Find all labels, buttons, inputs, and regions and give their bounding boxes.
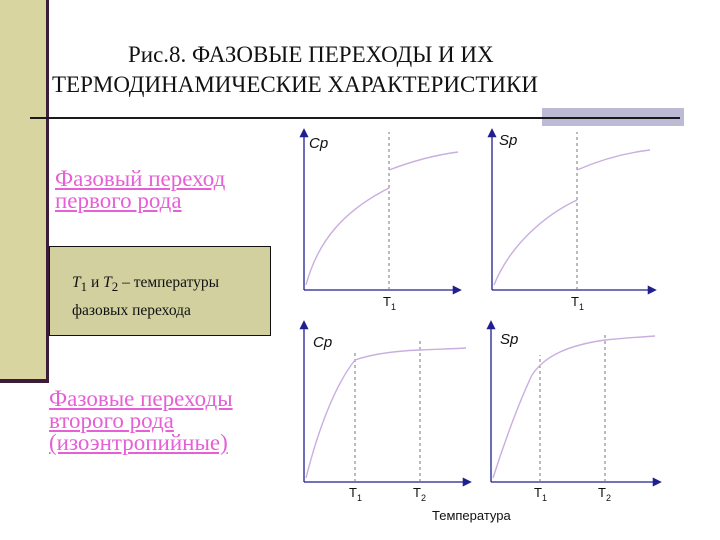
t1-symbol: T bbox=[72, 274, 81, 291]
plot-bottom-right bbox=[491, 322, 660, 503]
curve-after-t1 bbox=[389, 152, 458, 170]
curve-segment-3 bbox=[605, 336, 655, 340]
t1-label: $T_1$ bbox=[383, 294, 396, 312]
curve-segment-2 bbox=[532, 340, 605, 375]
curve-segment-1 bbox=[306, 360, 355, 478]
note-rest: – температуры bbox=[118, 274, 220, 291]
t1-label: $T_1$ bbox=[349, 485, 362, 503]
plot-bottom-left bbox=[304, 322, 470, 503]
t1-subscript: 1 bbox=[80, 279, 88, 295]
first-order-line-2: первого рода bbox=[55, 188, 182, 213]
t2-subscript: 2 bbox=[111, 279, 119, 295]
t1-label: $T_1$ bbox=[534, 485, 547, 503]
note-line-2: фазовых перехода bbox=[72, 302, 191, 320]
title-line-2: ТЕРМОДИНАМИЧЕСКИЕ ХАРАКТЕРИСТИКИ bbox=[52, 72, 538, 97]
title-line-1: Рис.8. ФАЗОВЫЕ ПЕРЕХОДЫ И ИХ bbox=[128, 42, 494, 67]
second-order-line-2: второго рода bbox=[49, 408, 174, 433]
curve-before-t1 bbox=[494, 200, 577, 285]
sp-label: Sp bbox=[499, 132, 518, 149]
note-and: и bbox=[87, 274, 104, 291]
cp-label: Cp bbox=[309, 135, 329, 152]
cp-label: Cp bbox=[313, 334, 333, 351]
plot-top-left bbox=[304, 130, 460, 312]
x-axis-label: Температура bbox=[432, 508, 511, 523]
curve-segment-2 bbox=[355, 350, 420, 360]
t2-symbol: T bbox=[103, 274, 112, 291]
curve-before-t1 bbox=[306, 188, 389, 285]
second-order-line-3: (изоэнтропийные) bbox=[49, 430, 228, 455]
t2-label: $T_2$ bbox=[598, 485, 611, 503]
sp-label: Sp bbox=[500, 331, 519, 348]
second-order-line-1: Фазовые переходы bbox=[49, 386, 233, 411]
curve-segment-1 bbox=[493, 375, 532, 478]
plot-top-right bbox=[492, 130, 655, 312]
curve-segment-3 bbox=[420, 348, 466, 350]
curve-after-t1 bbox=[577, 150, 650, 170]
t1-label: $T_1$ bbox=[571, 294, 584, 312]
first-order-line-1: Фазовый переход bbox=[55, 166, 226, 191]
t2-label: $T_2$ bbox=[413, 485, 426, 503]
